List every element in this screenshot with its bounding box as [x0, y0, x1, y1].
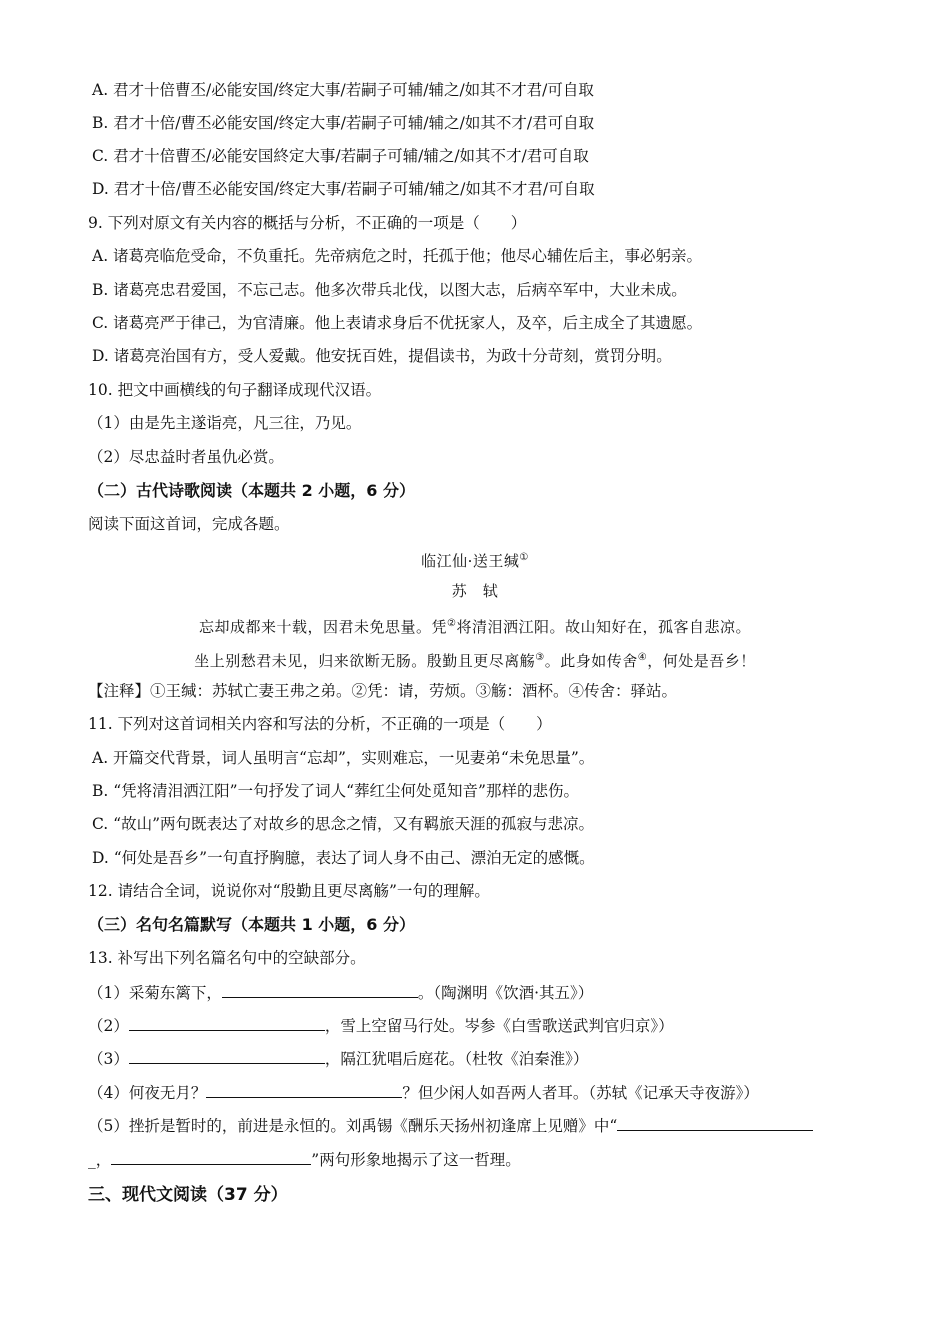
q9-option-a: A. 诸葛亮临危受命，不负重托。先帝病危之时，托孤于他；他尽心辅佐后主，事必躬亲。 [92, 247, 703, 265]
q10-sentence-1: （1）由是先主遂诣亮，凡三往，乃见。 [88, 414, 362, 432]
answer-blank[interactable] [129, 1016, 325, 1031]
poem-line-1: 忘却成都来十载，因君未免思量。凭②将清泪洒江阳。故山知好在，孤客自悲凉。 [199, 618, 751, 636]
q8-option-c: C. 君才十倍曹丕/必能安国終定大事/若嗣子可辅/辅之/如其不才/君可自取 [92, 147, 589, 165]
section-recitation-heading: （三）名句名篇默写（本题共 1 小题，6 分） [88, 915, 415, 934]
q10-sentence-2: （2）尽忠益时者虽仇必赏。 [88, 448, 284, 466]
q13-item-2: （2） ，雪上空留马行处。岑参《白雪歌送武判官归京》） [88, 1017, 674, 1035]
q13-item-4: （4）何夜无月？ ？但少闲人如吾两人者耳。（苏轼《记承天寺夜游》） [88, 1084, 759, 1102]
q8-option-d: D. 君才十倍/曹丕必能安国/终定大事/若嗣子可辅/辅之/如其不才君/可自取 [92, 180, 595, 198]
q9-option-b: B. 诸葛亮忠君爱国，不忘己志。他多次带兵北伐，以图大志，后病卒军中，大业未成。 [92, 281, 687, 299]
q12-stem: 12. 请结合全词，说说你对“殷勤且更尽离觞”一句的理解。 [88, 882, 490, 900]
answer-blank[interactable] [206, 1083, 402, 1098]
answer-blank[interactable] [617, 1116, 813, 1131]
q10-stem: 10. 把文中画横线的句子翻译成现代汉语。 [88, 381, 382, 399]
q9-stem: 9. 下列对原文有关内容的概括与分析，不正确的一项是（ ） [88, 214, 527, 232]
poem-notes: 【注释】①王缄：苏轼亡妻王弗之弟。②凭：请，劳烦。③觞：酒杯。④传舍：驿站。 [88, 682, 678, 700]
poetry-intro: 阅读下面这首词，完成各题。 [88, 515, 290, 533]
q9-option-d: D. 诸葛亮治国有方，受人爱戴。他安抚百姓，提倡读书，为政十分苛刻，赏罚分明。 [92, 347, 672, 365]
section-poetry-heading: （二）古代诗歌阅读（本题共 2 小题，6 分） [88, 481, 415, 500]
poem-title: 临江仙·送王缄① [421, 552, 529, 570]
answer-blank[interactable] [129, 1049, 325, 1064]
poem-line-2: 坐上别愁君未见，归来欲断无肠。殷勤且更尽离觞③。此身如传舍④，何处是吾乡！ [194, 652, 756, 670]
q13-item-1: （1）采菊东篱下， 。（陶渊明《饮酒·其五》） [88, 984, 594, 1002]
q8-option-b: B. 君才十倍/曹丕必能安国/终定大事/若嗣子可辅/辅之/如其不才/君可自取 [92, 114, 595, 132]
q13-item-3: （3） ，隔江犹唱后庭花。（杜牧《泊秦淮》） [88, 1050, 589, 1068]
poem-author: 苏 轼 [451, 582, 499, 600]
q11-option-d: D. “何处是吾乡”一句直抒胸臆，表达了词人身不由己、漂泊无定的感慨。 [92, 849, 595, 867]
q8-option-a: A. 君才十倍曹丕/必能安国/终定大事/若嗣子可辅/辅之/如其不才君/可自取 [92, 81, 594, 99]
answer-blank[interactable] [111, 1150, 311, 1165]
q11-option-b: B. “凭将清泪洒江阳”一句抒发了词人“葬红尘何处觅知音”那样的悲伤。 [92, 782, 579, 800]
part-three-heading: 三、现代文阅读（37 分） [88, 1185, 288, 1205]
q13-stem: 13. 补写出下列名篇名句中的空缺部分。 [88, 949, 366, 967]
q9-option-c: C. 诸葛亮严于律己，为官清廉。他上表请求身后不优抚家人，及卒，后主成全了其遗愿。 [92, 314, 703, 332]
q11-option-c: C. “故山”两句既表达了对故乡的思念之情，又有羁旅天涯的孤寂与悲凉。 [92, 815, 595, 833]
q11-option-a: A. 开篇交代背景，词人虽明言“忘却”，实则难忘，一见妻弟“未免思量”。 [92, 749, 595, 767]
q13-item-5: （5）挫折是暂时的，前进是永恒的。刘禹锡《酬乐天扬州初逢席上见赠》中“ [88, 1116, 813, 1136]
q13-item-5-continued: _， ”两句形象地揭示了这一哲理。 [88, 1151, 521, 1169]
answer-blank[interactable] [222, 983, 418, 998]
q11-stem: 11. 下列对这首词相关内容和写法的分析，不正确的一项是（ ） [88, 715, 552, 733]
